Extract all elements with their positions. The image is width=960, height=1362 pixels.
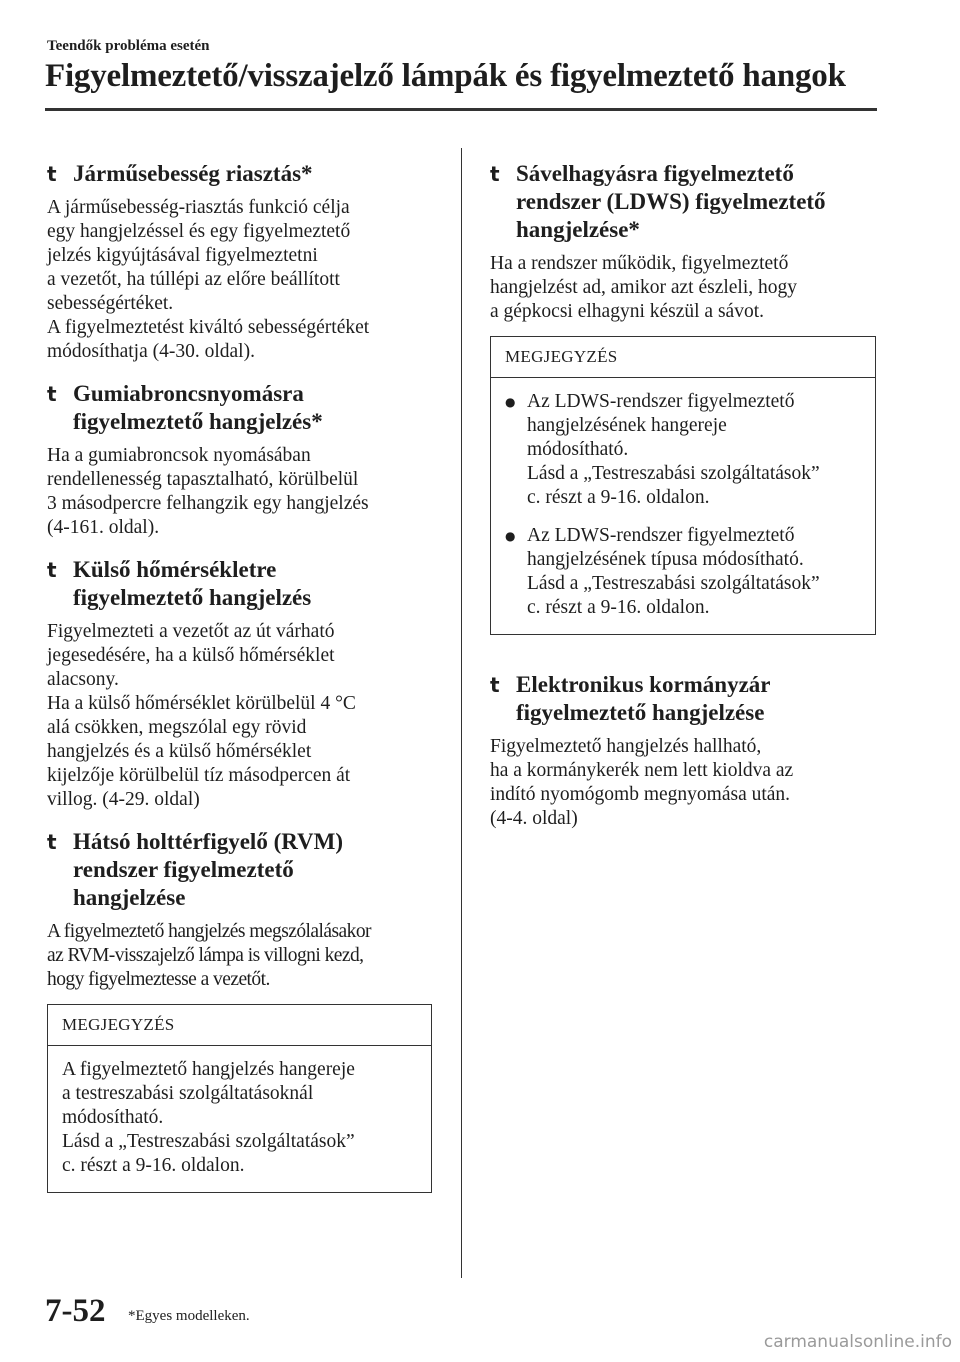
heading-line: figyelmeztető hangjelzés* [73,409,323,434]
section-heading [47,556,432,612]
note-title: MEGJEGYZÉS [48,1005,431,1046]
body-line: Figyelmezteti a vezetőt az út várható [47,621,335,642]
section-heading [490,160,876,244]
note-line: c. részt a 9-16. oldalon. [527,487,710,508]
note-line: a testreszabási szolgáltatásoknál [62,1083,314,1104]
body-line: kijelzője körülbelül tíz másodpercen át [47,765,351,786]
body-line: módosíthatja (4-30. oldal). [47,341,255,362]
body-line: Ha a gumiabroncsok nyomásában [47,445,311,466]
note-box [490,336,876,635]
body-line: egy hangjelzéssel és egy figyelmeztető [47,221,351,242]
heading-line: rendszer (LDWS) figyelmeztető [516,189,826,214]
heading-line: Járműsebesség riasztás* [73,161,313,186]
note-bullet [505,524,862,620]
body-line: alacsony. [47,669,119,690]
section-body [490,735,876,831]
section-heading [47,380,432,436]
column-divider [461,148,462,1278]
section-marker-icon: t [490,162,500,186]
section-marker-icon: t [490,673,500,697]
section-rvm-warning [47,828,432,1193]
body-line: jegesedésére, ha a külső hőmérséklet [47,645,335,666]
section-heading [490,671,876,727]
note-line: Az LDWS-rendszer figyelmeztető [527,525,795,546]
footnote: *Egyes modelleken. [128,1308,250,1324]
section-steering-lock-warning [490,671,876,831]
section-outside-temperature-warning [47,556,432,812]
body-line: Figyelmeztető hangjelzés hallható, [490,736,762,757]
note-line: c. részt a 9-16. oldalon. [62,1155,245,1176]
body-line: a vezetőt, ha túllépi az előre beállított [47,269,340,290]
note-title: MEGJEGYZÉS [491,337,875,378]
section-body [47,196,432,364]
body-line: (4-4. oldal) [490,808,578,829]
heading-line: Elektronikus kormányzár [516,672,771,697]
note-line: módosítható. [527,439,629,460]
note-body [491,378,875,634]
heading-line: hangjelzése [73,885,186,910]
body-line: jelzés kigyújtásával figyelmeztetni [47,245,318,266]
section-marker-icon: t [47,382,57,406]
body-line: (4-161. oldal). [47,517,160,538]
heading-line: Gumiabroncsnyomásra [73,381,304,406]
body-line: az RVM-visszajelző lámpa is villogni kezd, [47,945,364,966]
section-body [490,252,876,324]
section-heading [47,828,432,912]
body-line: A figyelmeztető hangjelzés megszólalásakor [47,921,371,942]
page-title: Figyelmeztető/visszajelző lámpák és figyelmeztető hangok [45,58,846,94]
body-line: rendellenesség tapasztalható, körülbelül [47,469,359,490]
body-line: Ha a külső hőmérséklet körülbelül 4 °C [47,693,356,714]
note-body [48,1046,431,1192]
note-line: hangjelzésének hangereje [527,415,727,436]
note-line: hangjelzésének típusa módosítható. [527,549,804,570]
section-vehicle-speed-alarm [47,160,432,364]
watermark: carmanualsonline.info [763,1332,952,1352]
section-marker-icon: t [47,162,57,186]
note-line: Lásd a „Testreszabási szolgáltatások” [527,463,820,484]
section-heading [47,160,432,188]
bullet-icon: ● [505,395,516,409]
note-line: A figyelmeztető hangjelzés hangereje [62,1059,355,1080]
section-ldws-warning [490,160,876,635]
note-line: Az LDWS-rendszer figyelmeztető [527,391,795,412]
heading-line: figyelmeztető hangjelzés [73,585,312,610]
body-line: ha a kormánykerék nem lett kioldva az [490,760,794,781]
section-marker-icon: t [47,830,57,854]
section-body [47,444,432,540]
body-line: indító nyomógomb megnyomása után. [490,784,791,805]
header-rule [45,108,877,111]
body-line: hangjelzést ad, amikor azt észleli, hogy [490,277,798,298]
body-line: 3 másodpercre felhangzik egy hangjelzés [47,493,369,514]
body-line: sebességértéket. [47,293,174,314]
heading-line: rendszer figyelmeztető [73,857,294,882]
left-column [47,160,432,1209]
body-line: A figyelmeztetést kiváltó sebességértéket [47,317,370,338]
body-line: alá csökken, megszólal egy rövid [47,717,307,738]
body-line: A járműsebesség-riasztás funkció célja [47,197,350,218]
section-body [47,920,432,992]
page-number: 7-52 [45,1293,106,1329]
right-column [490,160,876,847]
body-line: hangjelzés és a külső hőmérséklet [47,741,312,762]
body-line: villog. (4-29. oldal) [47,789,200,810]
chapter-title: Teendők probléma esetén [47,38,210,54]
note-box [47,1004,432,1193]
heading-line: Hátsó holttérfigyelő (RVM) [73,829,344,854]
note-line: Lásd a „Testreszabási szolgáltatások” [527,573,820,594]
body-line: Ha a rendszer működik, figyelmeztető [490,253,789,274]
note-line: módosítható. [62,1107,164,1128]
section-marker-icon: t [47,558,57,582]
bullet-icon: ● [505,529,516,543]
heading-line: figyelmeztető hangjelzése [516,700,765,725]
note-bullet [505,390,862,510]
section-body [47,620,432,812]
heading-line: Sávelhagyásra figyelmeztető [516,161,794,186]
heading-line: hangjelzése* [516,217,640,242]
body-line: hogy figyelmeztesse a vezetőt. [47,969,270,990]
note-line: Lásd a „Testreszabási szolgáltatások” [62,1131,355,1152]
body-line: a gépkocsi elhagyni készül a sávot. [490,301,764,322]
section-tire-pressure-warning [47,380,432,540]
note-line: c. részt a 9-16. oldalon. [527,597,710,618]
heading-line: Külső hőmérsékletre [73,557,277,582]
